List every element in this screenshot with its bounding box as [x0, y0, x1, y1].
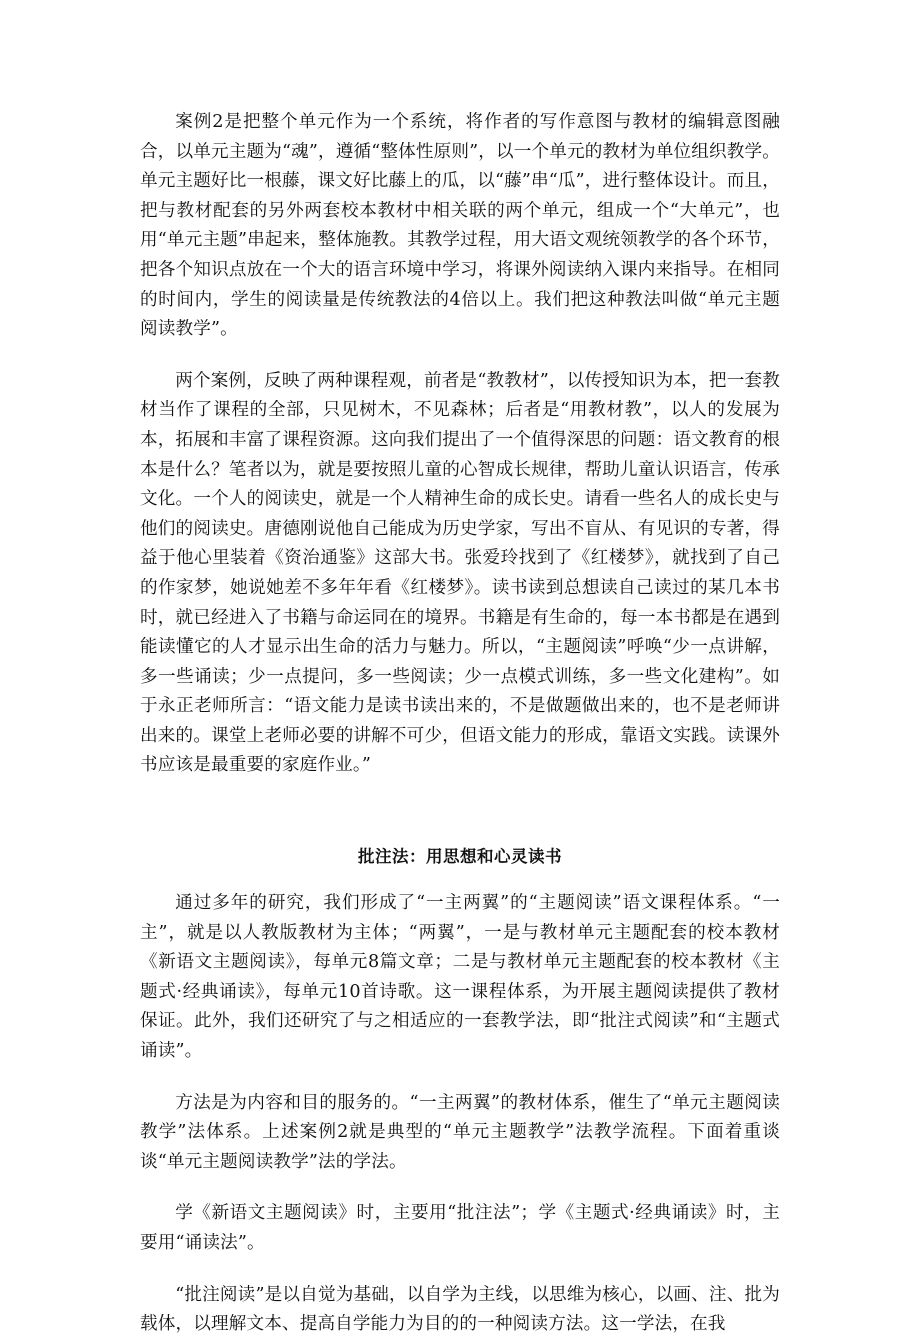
paragraph-method: 方法是为内容和目的服务的。“一主两翼”的教材体系，催生了“单元主题阅读教学”法体系。上述案例2就是典型的“单元主题教学”法教学流程。下面着重谈谈“单元主题阅读教学”法的学法。 — [140, 1092, 780, 1172]
paragraph-case-2: 案例2是把整个单元作为一个系统，将作者的写作意图与教材的编辑意图融合，以单元主题为“魂”，遵循“整体性原则”，以一个单元的教材为单位组织教学。单元主题好比一根藤，课文好比藤上的瓜，以“藤”串“瓜”，进行整体设计。而且，把与教材配套的另外两套校本教材中相关联的两个单元，组成一个“大单元”，也用“单元主题”串起来，整体施教。其教学过程，用大语文观统领教学的各个环节，把各个知识点放在一个大的语言环境中学习，将课外阅读纳入课内来指导。在相同的时间内，学生的阅读量是传统教法的4倍以上。我们把这种教法叫做“单元主题阅读教学”。 — [140, 112, 780, 340]
paragraph-two-cases: 两个案例，反映了两种课程观，前者是“教教材”，以传授知识为本，把一套教材当作了课程的全部，只见树木，不见森林；后者是“用教材教”，以人的发展为本，拓展和丰富了课程资源。这向我们提出了一个值得深思的问题：语文教育的根本是什么？笔者以为，就是要按照儿童的心智成长规律，帮助儿童认识语言，传承文化。一个人的阅读史，就是一个人精神生命的成长史。请看一些名人的成长史与他们的阅读史。唐德刚说他自己能成为历史学家，写出不盲从、有见识的专著，得益于他心里装着《资治通鉴》这部大书。张爱玲找到了《红楼梦》，就找到了自己的作家梦，她说她差不多年年看《红楼梦》。读书读到总想读自己读过的某几本书时，就已经进入了书籍与命运同在的境界。书籍是有生命的，每一本书都是在遇到能读懂它的人才显示出生命的活力与魅力。所以，“主题阅读”呼唤“少一点讲解，多一些诵读；少一点提问，多一些阅读；少一点模式训练，多一些文化建构”。如于永正老师所言：“语文能力是读书读出来的，不是做题做出来的，也不是老师讲出来的。课堂上老师必要的讲解不可少，但语文能力的形成，靠语文实践。读课外书应该是最重要的家庭作业。” — [140, 370, 780, 776]
paragraph-curriculum-system: 通过多年的研究，我们形成了“一主两翼”的“主题阅读”语文课程体系。“一主”，就是以人教版教材为主体；“两翼”，一是与教材单元主题配套的校本教材《新语文主题阅读》，每单元8篇文章；二是与教材单元主题配套的校本教材《主题式·经典诵读》，每单元10首诗歌。这一课程体系，为开展主题阅读提供了教材保证。此外，我们还研究了与之相适应的一套教学法，即“批注式阅读”和“主题式诵读”。 — [140, 893, 780, 1062]
section-heading: 批注法：用思想和心灵读书 — [358, 847, 562, 867]
document-page — [140, 108, 780, 1340]
paragraph-study-methods: 学《新语文主题阅读》时，主要用“批注法”；学《主题式·经典诵读》时，主要用“诵读法”。 — [140, 1203, 780, 1253]
paragraph-annotation-reading: “批注阅读”是以自觉为基础，以自学为主线，以思维为核心，以画、注、批为载体，以理解文本、提高自学能力为目的的一种阅读方法。这一学法，在我 — [140, 1284, 780, 1335]
